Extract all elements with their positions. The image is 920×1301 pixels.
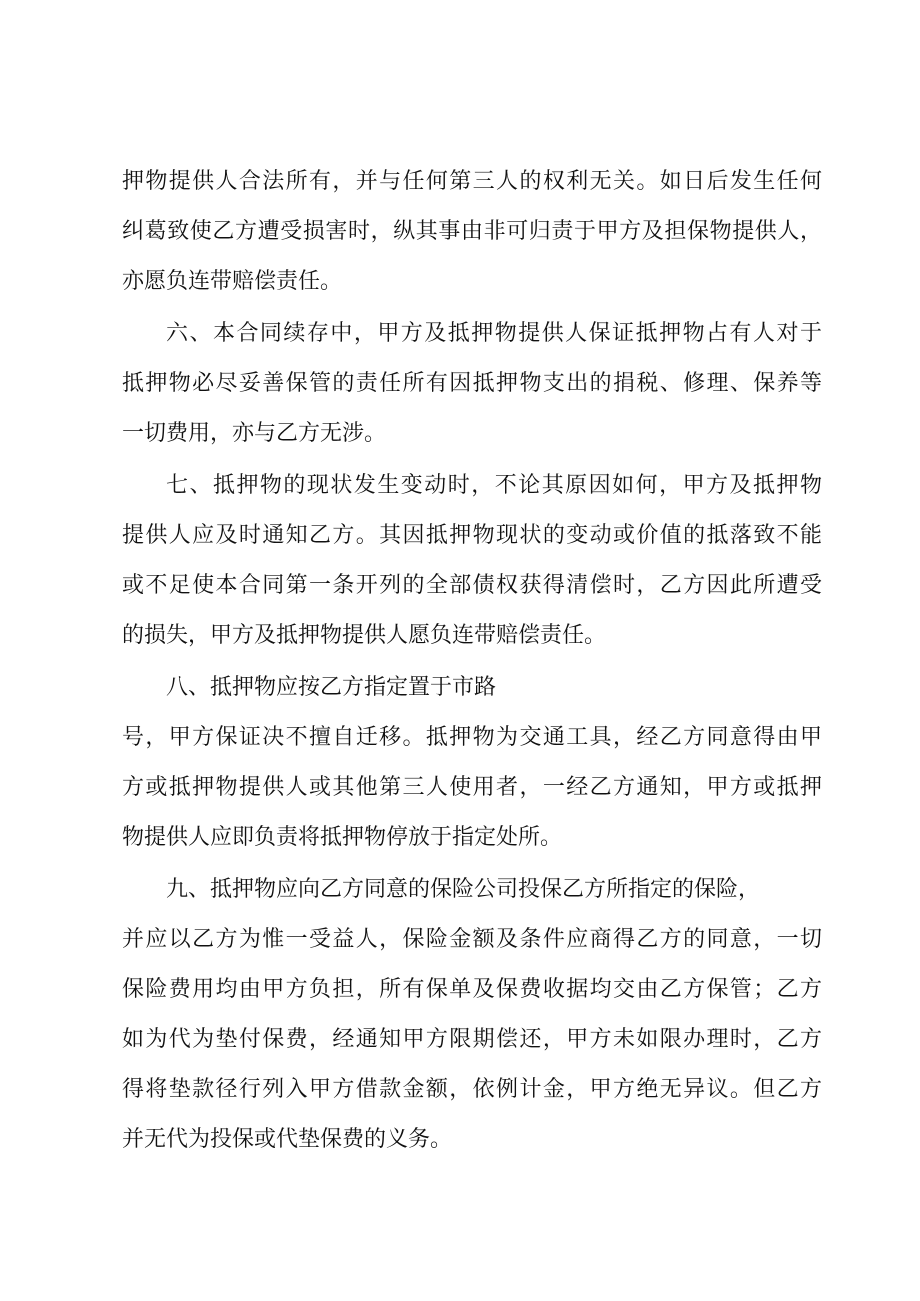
paragraph-9-start: 九、抵押物应向乙方同意的保险公司投保乙方所指定的保险， [166,877,761,902]
text-line: 押物提供人合法所有，并与任何第三人的权利无关。如日后发生任何 [122,169,822,194]
paragraph-7-start: 七、抵押物的现状发生变动时，不论其原因如何，甲方及抵押物 [166,473,822,498]
text-line: 保险费用均由甲方负担，所有保单及保费收据均交由乙方保管；乙方 [122,977,822,1002]
text-line: 亦愿负连带赔偿责任。 [122,269,343,294]
text-line: 提供人应及时通知乙方。其因抵押物现状的变动或价值的抵落致不能 [122,523,822,548]
paragraph-6-start: 六、本合同续存中，甲方及抵押物提供人保证抵押物占有人对于 [166,321,822,346]
text-line: 并应以乙方为惟一受益人，保险金额及条件应商得乙方的同意，一切 [122,927,822,952]
text-line: 的损失，甲方及抵押物提供人愿负连带赔偿责任。 [122,623,607,648]
text-line: 方或抵押物提供人或其他第三人使用者，一经乙方通知，甲方或抵押 [122,775,822,800]
text-line: 得将垫款径行列入甲方借款金额，依例计金，甲方绝无异议。但乙方 [122,1077,822,1102]
text-line: 或不足使本合同第一条开列的全部债权获得清偿时，乙方因此所遭受 [122,573,822,598]
text-line: 如为代为垫付保费，经通知甲方限期偿还，甲方未如限办理时，乙方 [122,1027,822,1052]
text-line: 抵押物必尽妥善保管的责任所有因抵押物支出的捐税、修理、保养等 [122,371,822,396]
paragraph-8-start: 八、抵押物应按乙方指定置于市路 [166,675,497,700]
text-line: 一切费用，亦与乙方无涉。 [122,421,387,446]
text-line: 物提供人应即负责将抵押物停放于指定处所。 [122,825,563,850]
text-line: 并无代为投保或代垫保费的义务。 [122,1127,453,1152]
text-line: 号，甲方保证决不擅自迁移。抵押物为交通工具，经乙方同意得由甲 [122,725,822,750]
text-line: 纠葛致使乙方遭受损害时，纵其事由非可归责于甲方及担保物提供人， [122,219,822,244]
